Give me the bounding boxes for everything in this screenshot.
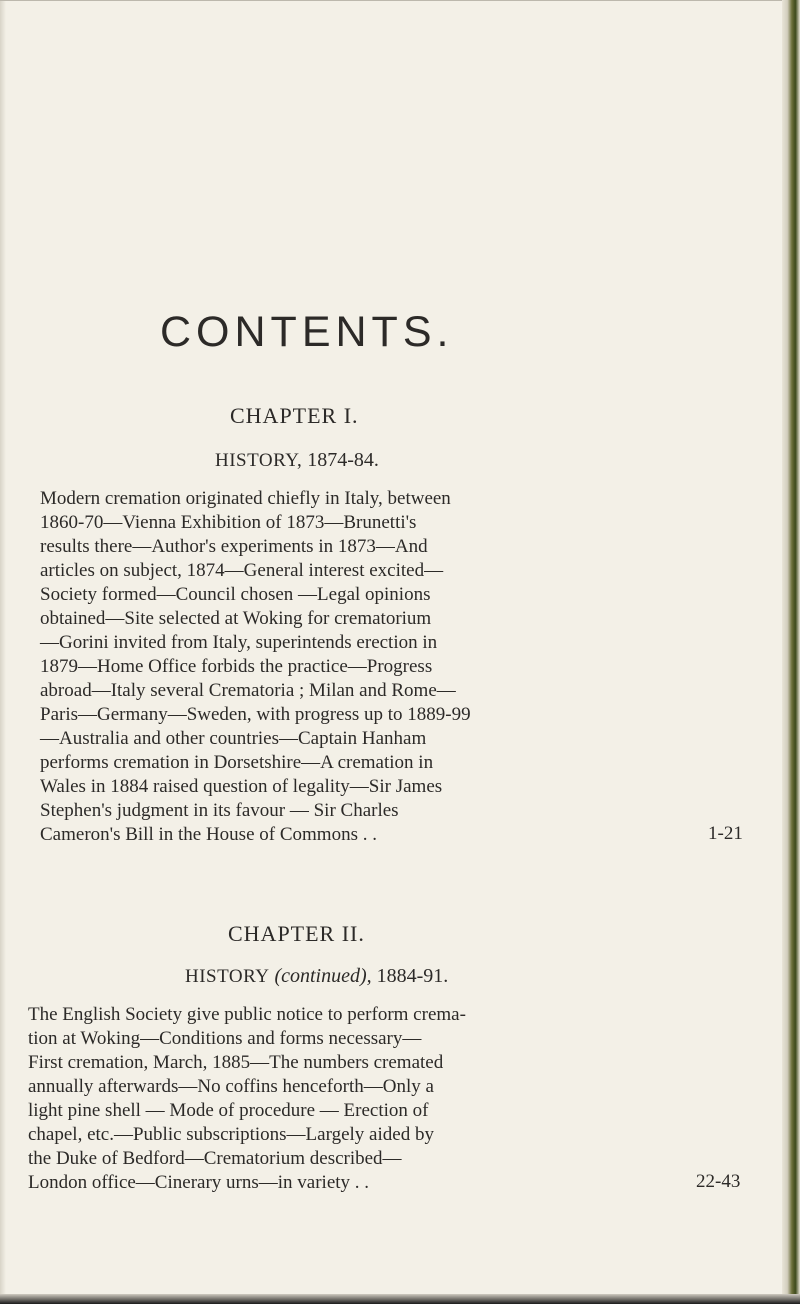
summary-line: First cremation, March, 1885—The numbers cremated — [28, 1052, 444, 1073]
summary-line: tion at Woking—Conditions and forms necessary— — [28, 1028, 422, 1049]
summary-line: 1879—Home Office forbids the practice—Progress — [40, 656, 433, 677]
summary-line: abroad—Italy several Crematoria ; Milan and Rome— — [40, 680, 456, 701]
chapter-2-subtitle-years: 1884-91. — [376, 965, 449, 987]
summary-line: Wales in 1884 raised question of legality—Sir James — [40, 776, 443, 797]
summary-line: annually afterwards—No coffins henceforth—Only a — [28, 1076, 434, 1097]
summary-line: 1860-70—Vienna Exhibition of 1873—Brunetti's — [40, 512, 417, 533]
summary-line: Society formed—Council chosen —Legal opinions — [40, 584, 431, 605]
summary-line: results there—Author's experiments in 1873—And — [40, 536, 428, 557]
chapter-1-heading: CHAPTER I. — [230, 403, 359, 428]
summary-line: Stephen's judgment in its favour — Sir Charles — [40, 800, 399, 821]
summary-line: articles on subject, 1874—General interest excited— — [40, 560, 444, 581]
summary-line: the Duke of Bedford—Crematorium described— — [28, 1148, 402, 1169]
chapter-2-page-range: 22-43 — [696, 1171, 741, 1192]
summary-line: performs cremation in Dorsetshire—A cremation in — [40, 752, 434, 773]
chapter-2-subtitle-continued: (continued), — [274, 965, 372, 987]
summary-line: light pine shell — Mode of procedure — Erection of — [28, 1100, 429, 1121]
chapter-2-heading: CHAPTER II. — [228, 921, 365, 946]
chapter-2-subtitle — [185, 965, 448, 988]
page-edge — [782, 0, 800, 1304]
summary-line: chapel, etc.—Public subscriptions—Largely aided by — [28, 1124, 434, 1145]
summary-line: Cameron's Bill in the House of Commons . . — [40, 824, 377, 845]
chapter-1-page-range: 1-21 — [708, 823, 743, 844]
contents-title: CONTENTS. — [160, 308, 454, 356]
summary-line: Modern cremation originated chiefly in Italy, between — [40, 488, 451, 509]
page-bottom-edge — [0, 1294, 800, 1304]
chapter-1-subtitle-label: HISTORY, — [215, 450, 303, 471]
summary-line: The English Society give public notice to perform crema- — [28, 1004, 466, 1025]
chapter-2-subtitle-label: HISTORY — [185, 966, 270, 987]
summary-line: Paris—Germany—Sweden, with progress up to 1889-99 — [40, 704, 471, 725]
summary-line: —Australia and other countries—Captain Hanham — [40, 728, 427, 749]
summary-line: obtained—Site selected at Woking for crematorium — [40, 608, 432, 629]
chapter-2-summary — [28, 1003, 758, 1203]
chapter-1-subtitle — [215, 449, 379, 472]
chapter-1-summary — [40, 487, 760, 857]
summary-line: —Gorini invited from Italy, superintends erection in — [40, 632, 438, 653]
chapter-1-subtitle-years: 1874-84. — [307, 449, 379, 471]
summary-line: London office—Cinerary urns—in variety . . — [28, 1172, 370, 1193]
page-gutter-shadow — [0, 1, 6, 1300]
